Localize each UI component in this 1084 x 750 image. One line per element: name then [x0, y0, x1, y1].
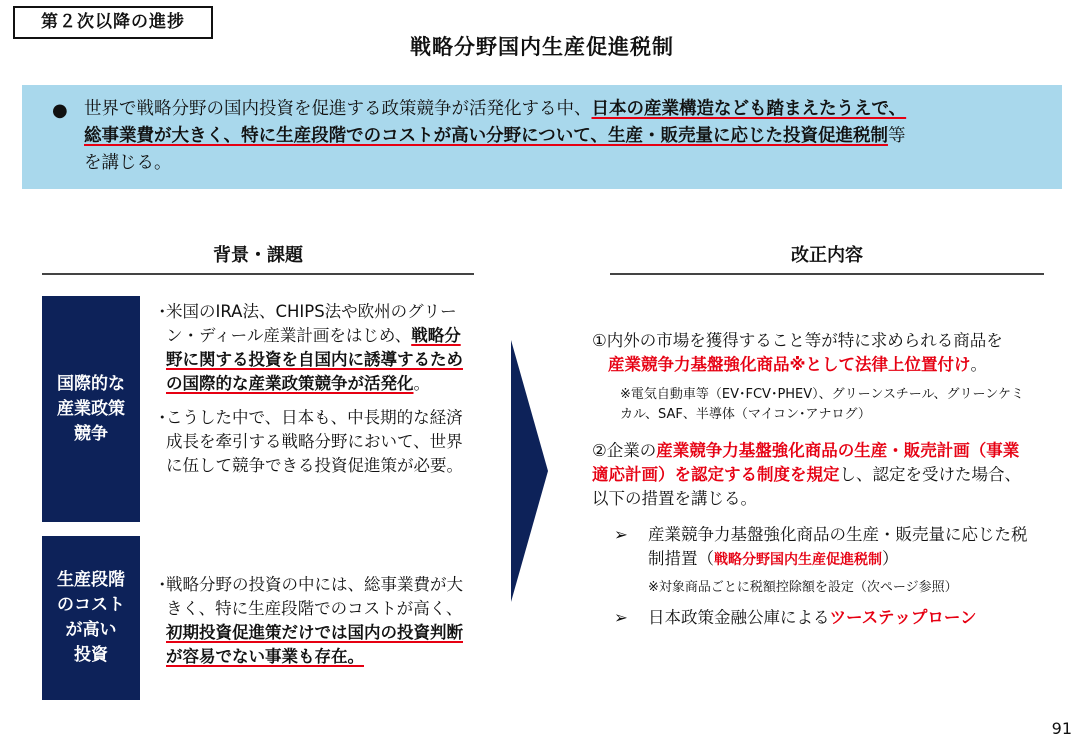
box2-line1: 生産段階	[57, 570, 125, 590]
bullet-icon: ●	[52, 100, 68, 121]
item1-post: 。	[970, 355, 988, 374]
item2-pre: ②企業の	[592, 441, 657, 460]
item1-red: 産業競争力基盤強化商品※として法律上位置付け	[608, 355, 971, 374]
item1-pre: ①内外の市場を獲得すること等が特に求められる商品を	[592, 331, 1003, 350]
lead-text-post1: 等	[887, 126, 906, 146]
background-text-2	[154, 573, 466, 669]
page-title: 戦略分野国内生産促進税制	[410, 35, 674, 59]
background-text-1	[154, 300, 466, 478]
lead-highlight-2: 総事業費が大きく、特に生産段階でのコストが高い分野について、生産・販売量に応じた投資促進税制	[84, 126, 888, 146]
revision-content	[592, 329, 1034, 630]
bg-p1-pre: 米国のIRA法、CHIPS法や欧州のグリーン・ディール産業計画をはじめ、	[166, 302, 457, 345]
lead-text	[84, 96, 1049, 177]
box1-line1: 国際的な	[57, 373, 125, 394]
right-section-heading: 改正内容	[610, 241, 1044, 275]
page-number: 91	[1051, 719, 1072, 738]
lead-highlight-1: 日本の産業構造なども踏まえたうえで、	[591, 99, 907, 119]
arrow-bullet-icon: ➢	[614, 608, 628, 627]
label-high-production-cost-investment	[42, 536, 140, 700]
box1-line3: 競争	[74, 423, 108, 444]
box1-line2: 産業政策	[57, 398, 125, 419]
note-target-products: ※電気自動車等（EV･FCV･PHEV）、グリーンスチール、グリーンケミカル、SAF、半導体（マイコン･アナログ）	[620, 387, 1024, 422]
bg-p2: こうした中で、日本も、中長期的な経済成長を牽引する戦略分野において、世界に伍して競争できる投資促進策が必要。	[166, 408, 463, 475]
list-marker: ・	[154, 302, 171, 321]
sub-item-two-step-loan	[614, 606, 1034, 630]
list-marker: ・	[154, 575, 171, 594]
bg-p1-post: 。	[413, 374, 430, 393]
progress-badge: 第２次以降の進捗	[13, 6, 213, 39]
bg-p1-underline: 戦略分野に関する投資を自国内に誘導するための国際的な産業政策競争が活発化	[166, 326, 463, 393]
sub2-pre: 日本政策金融公庫による	[648, 608, 830, 627]
lead-text-post2: を講じる。	[84, 153, 172, 173]
sub1-pre: 産業競争力基盤強化商品の生産・販売量に応じた税制措置（	[648, 525, 1028, 568]
box2-line2: のコスト	[57, 595, 125, 615]
chevron-right-icon	[508, 340, 550, 602]
box2-line4: 投資	[74, 645, 108, 665]
sub1-red: 戦略分野国内生産促進税制	[714, 552, 882, 568]
box2-line3: が高い	[65, 620, 117, 640]
list-marker: ・	[154, 408, 171, 427]
lead-text-pre: 世界で戦略分野の国内投資を促進する政策競争が活発化する中、	[84, 99, 592, 119]
note-tax-credit: ※対象商品ごとに税額控除額を設定（次ページ参照）	[648, 580, 958, 595]
lead-summary-box	[22, 85, 1062, 189]
left-section-heading: 背景・課題	[42, 241, 474, 275]
revision-item-1	[592, 329, 1034, 377]
arrow-bullet-icon: ➢	[614, 525, 628, 544]
bg-p3-underline: 初期投資促進策だけでは国内の投資判断が容易でない事業も存在。	[166, 623, 463, 666]
label-international-policy-competition	[42, 296, 140, 522]
revision-item-2	[592, 439, 1034, 511]
sub1-post: ）	[882, 549, 899, 568]
sub2-red: ツーステップローン	[829, 608, 977, 627]
item2-post: し、認定を受けた場合、以下の措置を講じる。	[592, 465, 1021, 508]
item2-red: 産業競争力基盤強化商品の生産・販売計画（事業適応計画）を認定する制度を規定	[592, 441, 1020, 484]
bg-p3-pre: 戦略分野の投資の中には、総事業費が大きく、特に生産段階でのコストが高く、	[166, 575, 463, 618]
sub-item-tax-measure	[614, 523, 1034, 572]
